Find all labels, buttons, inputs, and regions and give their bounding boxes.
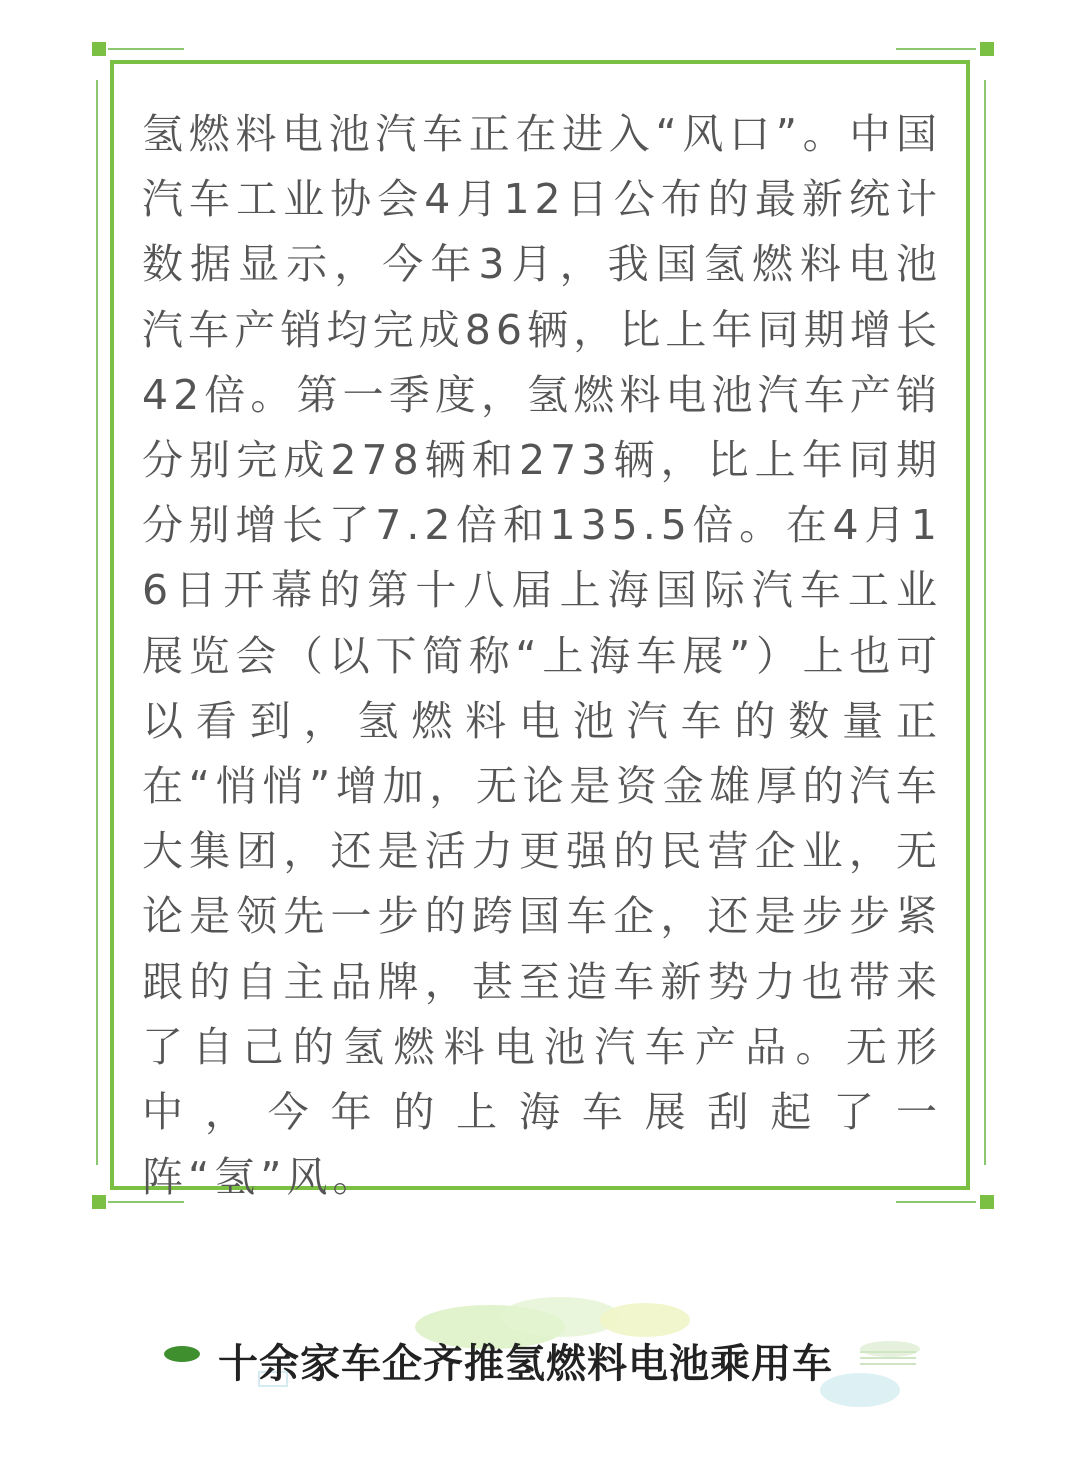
leaf-icon	[164, 1346, 200, 1362]
frame-line-top-left	[108, 48, 184, 50]
frame-line-left	[96, 80, 98, 1165]
decorative-stripe	[860, 1357, 916, 1359]
frame-line-top-right	[896, 48, 976, 50]
frame-line-right	[984, 80, 986, 1165]
corner-square-top-left	[92, 42, 106, 56]
decorative-stripe	[860, 1351, 916, 1353]
decorative-stripe	[860, 1363, 916, 1365]
corner-square-bottom-right	[980, 1195, 994, 1209]
section-heading: 十余家车企齐推氢燃料电池乘用车	[218, 1341, 833, 1387]
article-paragraph: 氢燃料电池汽车正在进入“风口”。中国汽车工业协会4月12日公布的最新统计数据显示，今年3月，我国氢燃料电池汽车产销均完成86辆，比上年同期增长42倍。第一季度，氢燃料电池汽车产销分别完成278辆和273辆，比上年同期分别增长了7.2倍和135.5倍。在4月16日开幕的第十八届上海国际汽车工业展览会（以下简称“上海车展”）上也可以看到，氢燃料电池汽车的数量正在“悄悄”增加，无论是资金雄厚的汽车大集团，还是活力更强的民营企业，无论是领先一步的跨国车企，还是步步紧跟的自主品牌，甚至造车新势力也带来了自己的氢燃料电池汽车产品。无形中，今年的上海车展刮起了一阵“氢”风。	[142, 110, 942, 1202]
corner-square-bottom-left	[92, 1195, 106, 1209]
decorative-blob	[860, 1341, 920, 1357]
corner-square-top-right	[980, 42, 994, 56]
